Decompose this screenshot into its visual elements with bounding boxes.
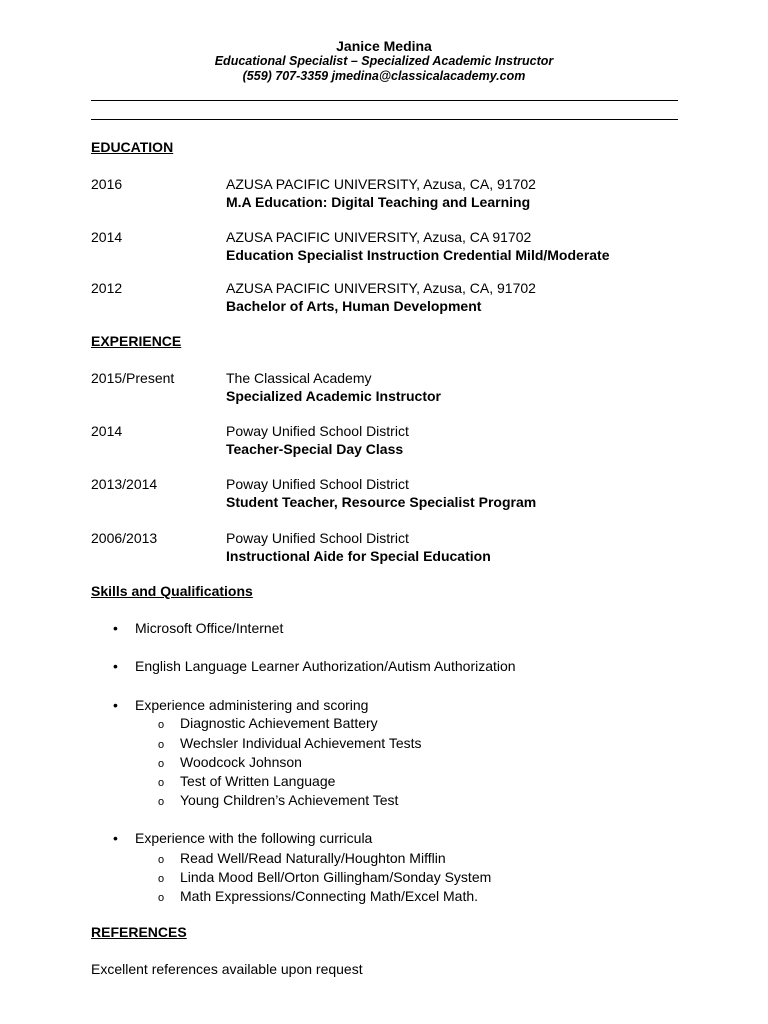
entry-organization: AZUSA PACIFIC UNIVERSITY, Azusa, CA 91702 bbox=[226, 229, 532, 245]
education-entry bbox=[91, 279, 691, 315]
sub-bullet-icon: o bbox=[158, 796, 165, 808]
skill-text: Experience administering and scoring bbox=[135, 697, 369, 713]
skill-subitem-text: Linda Mood Bell/Orton Gillingham/Sonday System bbox=[180, 869, 492, 885]
candidate-contact: (559) 707-3359 jmedina@classicalacademy.com bbox=[242, 69, 526, 83]
entry-title: M.A Education: Digital Teaching and Learning bbox=[226, 194, 531, 210]
sub-bullet-icon: o bbox=[158, 892, 165, 904]
skill-subitem-text: Wechsler Individual Achievement Tests bbox=[180, 735, 422, 751]
sub-bullet-icon: o bbox=[158, 854, 165, 866]
education-heading: EDUCATION bbox=[91, 139, 174, 155]
skills-heading: Skills and Qualifications bbox=[91, 583, 253, 599]
entry-title: Teacher-Special Day Class bbox=[226, 441, 404, 457]
skill-text: Experience with the following curricula bbox=[135, 830, 373, 846]
skill-text: English Language Learner Authorization/Autism Authorization bbox=[135, 658, 516, 674]
entry-year: 2014 bbox=[91, 229, 123, 245]
entry-title: Education Specialist Instruction Credential Mild/Moderate bbox=[226, 247, 610, 263]
bullet-icon: • bbox=[113, 830, 118, 846]
experience-entry bbox=[91, 369, 691, 405]
entry-year: 2016 bbox=[91, 176, 123, 192]
header-divider-top bbox=[91, 100, 678, 101]
experience-entry bbox=[91, 529, 691, 565]
entry-year: 2006/2013 bbox=[91, 530, 158, 546]
sub-bullet-icon: o bbox=[158, 758, 165, 770]
experience-heading: EXPERIENCE bbox=[91, 333, 182, 349]
entry-year: 2014 bbox=[91, 423, 123, 439]
entry-title: Bachelor of Arts, Human Development bbox=[226, 298, 482, 314]
skill-subitem-text: Woodcock Johnson bbox=[180, 754, 302, 770]
entry-year: 2013/2014 bbox=[91, 476, 158, 492]
experience-entry bbox=[91, 422, 691, 458]
skill-text: Microsoft Office/Internet bbox=[135, 620, 284, 636]
references-heading: REFERENCES bbox=[91, 924, 187, 940]
entry-organization: AZUSA PACIFIC UNIVERSITY, Azusa, CA, 91702 bbox=[226, 280, 536, 296]
entry-year: 2012 bbox=[91, 280, 123, 296]
bullet-icon: • bbox=[113, 658, 118, 674]
sub-bullet-icon: o bbox=[158, 777, 165, 789]
entry-title: Student Teacher, Resource Specialist Program bbox=[226, 494, 537, 510]
skill-subitem-text: Read Well/Read Naturally/Houghton Mifflin bbox=[180, 850, 446, 866]
entry-title: Instructional Aide for Special Education bbox=[226, 548, 491, 564]
entry-organization: The Classical Academy bbox=[226, 370, 372, 386]
candidate-name: Janice Medina bbox=[336, 38, 432, 54]
bullet-icon: • bbox=[113, 620, 118, 636]
candidate-subtitle: Educational Specialist – Specialized Academic Instructor bbox=[214, 54, 554, 68]
header-divider-bottom bbox=[91, 119, 678, 120]
experience-entry bbox=[91, 475, 691, 511]
entry-organization: Poway Unified School District bbox=[226, 530, 409, 546]
resume-header bbox=[0, 38, 768, 84]
entry-organization: Poway Unified School District bbox=[226, 476, 409, 492]
references-text: Excellent references available upon request bbox=[91, 961, 363, 977]
skill-subitem-text: Diagnostic Achievement Battery bbox=[180, 715, 378, 731]
education-entry bbox=[91, 228, 691, 264]
entry-organization: Poway Unified School District bbox=[226, 423, 409, 439]
education-entry bbox=[91, 175, 691, 211]
entry-organization: AZUSA PACIFIC UNIVERSITY, Azusa, CA, 91702 bbox=[226, 176, 536, 192]
bullet-icon: • bbox=[113, 697, 118, 713]
skill-subitem-text: Test of Written Language bbox=[180, 773, 336, 789]
entry-title: Specialized Academic Instructor bbox=[226, 388, 441, 404]
skill-subitem-text: Young Children’s Achievement Test bbox=[180, 792, 399, 808]
sub-bullet-icon: o bbox=[158, 873, 165, 885]
entry-year: 2015/Present bbox=[91, 370, 175, 386]
sub-bullet-icon: o bbox=[158, 739, 165, 751]
skill-subitem-text: Math Expressions/Connecting Math/Excel Math. bbox=[180, 888, 479, 904]
sub-bullet-icon: o bbox=[158, 719, 165, 731]
